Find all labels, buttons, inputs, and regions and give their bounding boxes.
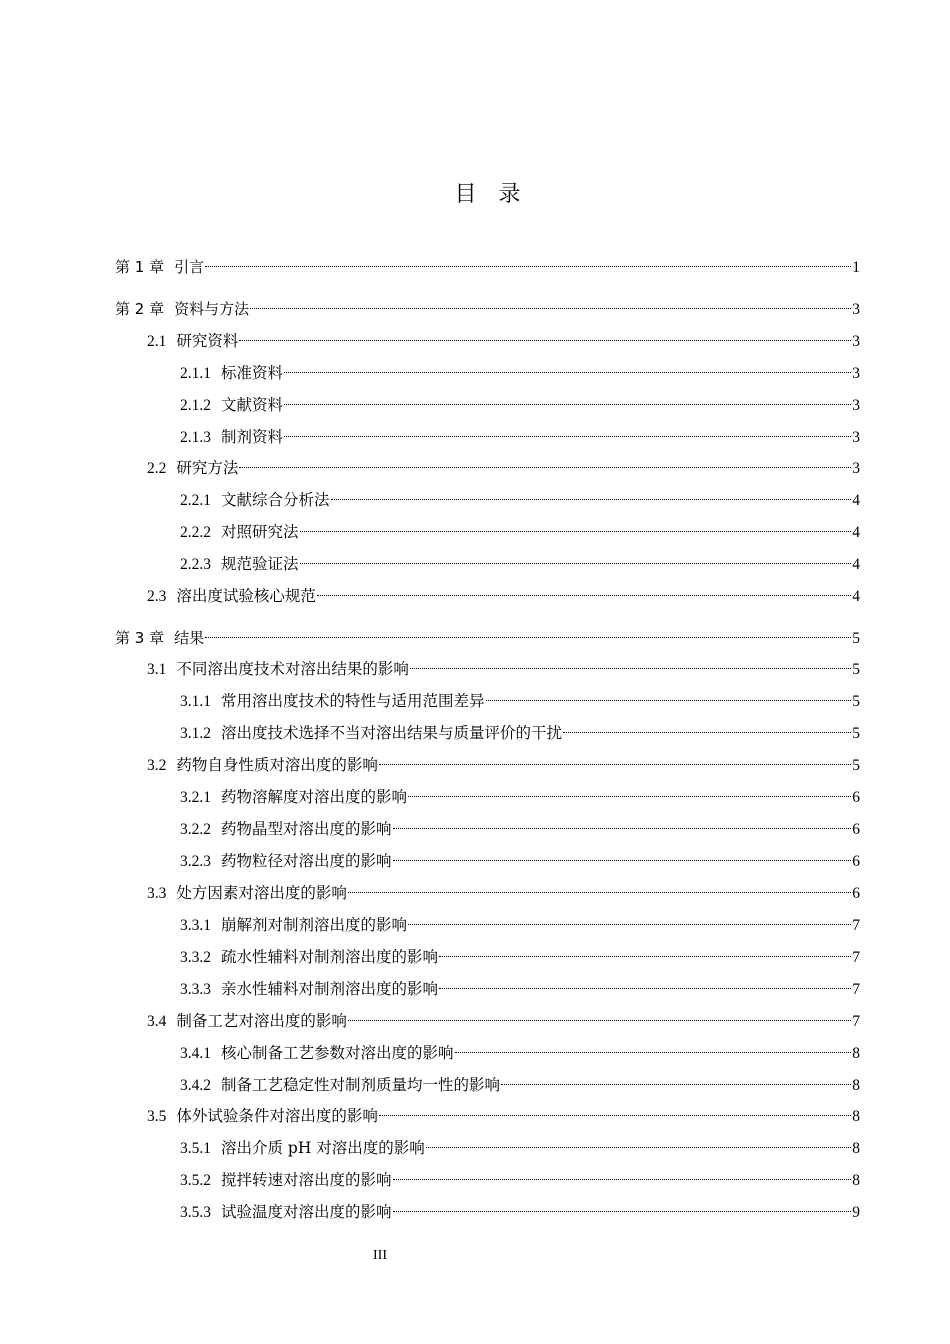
toc-entry-number: 3.2.3 <box>180 853 211 870</box>
toc-dot-leader <box>239 449 851 473</box>
toc-entry[interactable] <box>147 650 860 678</box>
toc-entry-number: 第 2 章 <box>115 300 165 318</box>
toc-dot-leader <box>331 481 852 505</box>
toc-dot-leader <box>410 650 851 674</box>
toc-entry-title: 药物自身性质对溶出度的影响 <box>176 756 378 774</box>
toc-entry[interactable] <box>180 513 860 541</box>
toc-entry-page: 3 <box>852 429 860 446</box>
toc-entry-title: 制备工艺对溶出度的影响 <box>176 1012 347 1030</box>
toc-entry[interactable] <box>180 418 860 446</box>
toc-dot-leader <box>348 1002 851 1026</box>
toc-entry-number: 第 1 章 <box>115 258 165 276</box>
toc-entry-number: 2.3 <box>147 588 167 605</box>
toc-entry[interactable] <box>180 938 860 966</box>
toc-entry-page: 6 <box>852 789 860 806</box>
toc-entry-page: 7 <box>852 917 860 934</box>
toc-entry-title: 药物粒径对溶出度的影响 <box>221 852 392 870</box>
toc-entry-title: 制备工艺稳定性对制剂质量均一性的影响 <box>221 1076 501 1094</box>
toc-entry-title: 标准资料 <box>221 364 284 382</box>
toc-dot-leader <box>426 1129 851 1153</box>
toc-entry-page: 8 <box>852 1077 860 1094</box>
toc-entry[interactable] <box>180 970 860 998</box>
toc-entry-title: 试验温度对溶出度的影响 <box>221 1203 392 1221</box>
toc-dot-leader <box>284 418 851 442</box>
toc-entry-page: 7 <box>852 981 860 998</box>
toc-entry-number: 2.1.2 <box>180 397 211 414</box>
toc-entry-number: 3.1 <box>147 661 167 678</box>
toc-entry[interactable] <box>147 1097 860 1125</box>
toc-entry[interactable] <box>147 449 860 477</box>
toc-entry[interactable] <box>180 1161 860 1189</box>
toc-entry-page: 6 <box>852 821 860 838</box>
toc-dot-leader <box>501 1066 851 1090</box>
toc-entry[interactable] <box>180 1066 860 1094</box>
toc-entry-title: 溶出介质 pH 对溶出度的影响 <box>221 1139 425 1157</box>
toc-dot-leader <box>455 1034 852 1058</box>
toc-entry-title: 药物溶解度对溶出度的影响 <box>221 788 408 806</box>
toc-entry-title: 对照研究法 <box>221 523 299 541</box>
toc-entry-number: 3.5.3 <box>180 1204 211 1221</box>
toc-entry-title: 核心制备工艺参数对溶出度的影响 <box>221 1044 454 1062</box>
toc-dot-leader <box>439 970 851 994</box>
toc-entry-number: 3.2.1 <box>180 789 211 806</box>
toc-entry-page: 1 <box>852 259 860 276</box>
toc-entry-title: 规范验证法 <box>221 555 299 573</box>
toc-entry-number: 3.3.2 <box>180 949 211 966</box>
toc-entry-title: 研究方法 <box>176 459 239 477</box>
toc-dot-leader <box>408 778 851 802</box>
toc-entry[interactable] <box>180 481 860 509</box>
toc-entry-number: 3.4.1 <box>180 1045 211 1062</box>
toc-entry-title: 溶出度试验核心规范 <box>176 587 316 605</box>
toc-entry-page: 4 <box>852 492 860 509</box>
toc-dot-leader <box>379 746 851 770</box>
toc-dot-leader <box>300 545 852 569</box>
toc-entry-title: 体外试验条件对溶出度的影响 <box>176 1107 378 1125</box>
toc-dot-leader <box>205 619 851 643</box>
toc-entry[interactable] <box>180 842 860 870</box>
toc-dot-leader <box>348 874 851 898</box>
toc-entry-page: 5 <box>852 725 860 742</box>
toc-entry-page: 4 <box>852 556 860 573</box>
toc-entry-number: 3.2 <box>147 757 167 774</box>
toc-entry-title: 文献综合分析法 <box>221 491 330 509</box>
toc-entry-title: 亲水性辅料对制剂溶出度的影响 <box>221 980 439 998</box>
toc-entry[interactable] <box>147 1002 860 1030</box>
toc-entry-number: 2.1 <box>147 333 167 350</box>
toc-dot-leader <box>408 906 851 930</box>
toc-entry-title: 引言 <box>174 258 205 276</box>
toc-entry[interactable] <box>147 874 860 902</box>
toc-entry[interactable] <box>180 1193 860 1221</box>
toc-entry-number: 3.1.2 <box>180 725 211 742</box>
toc-entry[interactable] <box>180 1129 860 1157</box>
toc-dot-leader <box>393 1161 852 1185</box>
toc-entry[interactable] <box>147 577 860 605</box>
toc-entry-title: 制剂资料 <box>221 428 284 446</box>
toc-entry[interactable] <box>115 248 860 276</box>
toc-dot-leader <box>486 682 852 706</box>
toc-dot-leader <box>284 354 851 378</box>
toc-entry-number: 2.1.3 <box>180 429 211 446</box>
toc-entry-page: 3 <box>852 301 860 318</box>
toc-entry-number: 2.1.1 <box>180 365 211 382</box>
toc-entry[interactable] <box>180 906 860 934</box>
toc-entry-title: 资料与方法 <box>174 300 250 318</box>
toc-entry-page: 3 <box>852 365 860 382</box>
toc-entry-number: 3.5 <box>147 1108 167 1125</box>
toc-entry-title: 研究资料 <box>176 332 239 350</box>
toc-entry-page: 7 <box>852 1013 860 1030</box>
toc-entry[interactable] <box>147 746 860 774</box>
toc-entry-page: 7 <box>852 949 860 966</box>
toc-entry[interactable] <box>180 810 860 838</box>
toc-entry-title: 结果 <box>174 629 205 647</box>
toc-entry[interactable] <box>147 322 860 350</box>
toc-entry-page: 9 <box>852 1204 860 1221</box>
toc-dot-leader <box>439 938 851 962</box>
toc-entry-title: 崩解剂对制剂溶出度的影响 <box>221 916 408 934</box>
toc-entry-number: 3.5.2 <box>180 1172 211 1189</box>
toc-entry[interactable] <box>115 290 860 318</box>
toc-entry-page: 8 <box>852 1140 860 1157</box>
toc-entry-page: 5 <box>852 661 860 678</box>
toc-entry-title: 溶出度技术选择不当对溶出结果与质量评价的干扰 <box>221 724 563 742</box>
toc-entry-number: 3.3.3 <box>180 981 211 998</box>
toc-entry[interactable] <box>180 682 860 710</box>
toc-dot-leader <box>205 248 851 272</box>
toc-dot-leader <box>239 322 851 346</box>
toc-entry-page: 5 <box>852 630 860 647</box>
toc-entry-number: 3.4.2 <box>180 1077 211 1094</box>
toc-entry[interactable] <box>115 619 860 647</box>
page-number: III <box>373 1248 387 1263</box>
toc-entry-number: 3.5.1 <box>180 1140 211 1157</box>
toc-entry[interactable] <box>180 778 860 806</box>
toc-entry[interactable] <box>180 354 860 382</box>
toc-entry-number: 2.2 <box>147 460 167 477</box>
toc-entry-number: 3.2.2 <box>180 821 211 838</box>
toc-entry-number: 3.3.1 <box>180 917 211 934</box>
toc-entry-page: 8 <box>852 1108 860 1125</box>
toc-entry-page: 3 <box>852 333 860 350</box>
toc-entry-page: 3 <box>852 397 860 414</box>
toc-entry-page: 8 <box>852 1172 860 1189</box>
toc-dot-leader <box>393 842 852 866</box>
toc-dot-leader <box>284 386 851 410</box>
toc-entry[interactable] <box>180 714 860 742</box>
toc-entry-number: 2.2.1 <box>180 492 211 509</box>
toc-dot-leader <box>393 1193 852 1217</box>
toc-dot-leader <box>300 513 852 537</box>
toc-entry-title: 处方因素对溶出度的影响 <box>176 884 347 902</box>
toc-entry-page: 5 <box>852 693 860 710</box>
toc-entry-page: 4 <box>852 588 860 605</box>
toc-dot-leader <box>393 810 852 834</box>
toc-entry-page: 6 <box>852 885 860 902</box>
toc-entry-title: 药物晶型对溶出度的影响 <box>221 820 392 838</box>
toc-entry-page: 4 <box>852 524 860 541</box>
toc-entry-number: 3.1.1 <box>180 693 211 710</box>
toc-entry-number: 3.3 <box>147 885 167 902</box>
toc-dot-leader <box>250 290 851 314</box>
toc-entry-number: 3.4 <box>147 1013 167 1030</box>
toc-entry-page: 8 <box>852 1045 860 1062</box>
toc-entry-title: 常用溶出度技术的特性与适用范围差异 <box>221 692 485 710</box>
toc-entry-number: 2.2.2 <box>180 524 211 541</box>
toc-entry-title: 文献资料 <box>221 396 284 414</box>
toc-entry-page: 3 <box>852 460 860 477</box>
toc-entry[interactable] <box>180 386 860 414</box>
toc-entry[interactable] <box>180 1034 860 1062</box>
toc-entry-number: 2.2.3 <box>180 556 211 573</box>
toc-entry[interactable] <box>180 545 860 573</box>
toc-entry-number: 第 3 章 <box>115 629 165 647</box>
toc-dot-leader <box>379 1097 851 1121</box>
toc-entry-title: 搅拌转速对溶出度的影响 <box>221 1171 392 1189</box>
toc-entry-page: 5 <box>852 757 860 774</box>
toc-dot-leader <box>563 714 851 738</box>
toc-title: 目 录 <box>454 182 521 207</box>
toc-entry-title: 疏水性辅料对制剂溶出度的影响 <box>221 948 439 966</box>
toc-dot-leader <box>317 577 851 601</box>
toc-entry-page: 6 <box>852 853 860 870</box>
toc-entry-title: 不同溶出度技术对溶出结果的影响 <box>176 660 409 678</box>
